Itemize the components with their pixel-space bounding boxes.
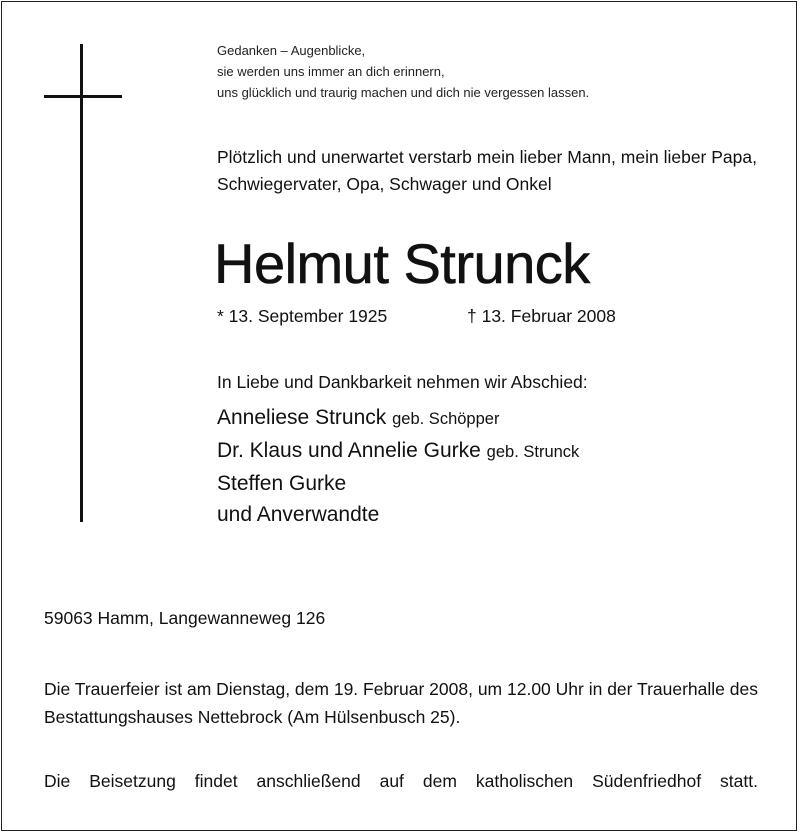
death-date: † 13. Februar 2008 [467,306,616,326]
mourner-entry [217,468,579,499]
family-address: 59063 Hamm, Langewanneweg 126 [44,608,326,628]
birth-date: * 13. September 1925 [217,306,388,326]
life-dates [217,304,616,328]
farewell-line: In Liebe und Dankbarkeit nehmen wir Abschied: [217,372,588,392]
burial-info: Die Beisetzung findet anschließend auf dem katholischen Südenfriedhof statt. [44,771,758,791]
poem-line: sie werden uns immer an dich erinnern, [217,64,445,79]
deceased-name: Helmut Strunck [214,232,590,295]
mourner-entry [217,435,579,468]
mourner-name: Anneliese Strunck [217,406,387,429]
mourners-list [217,402,579,530]
mourner-birth-name: geb. Strunck [486,443,580,461]
mourner-entry [217,402,579,435]
poem [217,40,589,103]
mourner-name: Dr. Klaus und Annelie Gurke [217,439,481,462]
mourner-name: und Anverwandte [217,503,380,526]
death-announcement-text: Plötzlich und unerwartet verstarb mein lieber Mann, mein lieber Papa, Schwiegervater, Opa, Schwager und Onkel [217,147,757,194]
cross-horizontal-bar [44,95,122,98]
poem-line: Gedanken – Augenblicke, [217,43,366,58]
mourner-birth-name: geb. Schöpper [392,410,500,428]
funeral-ceremony-info: Die Trauerfeier ist am Dienstag, dem 19. Februar 2008, um 12.00 Uhr in der Trauerhalle des Bestattungshauses Nettebrock (Am Hülsenbusch 25). [44,679,758,727]
mourner-name: Steffen Gurke [217,472,347,495]
poem-line: uns glücklich und traurig machen und dich nie vergessen lassen. [217,85,590,100]
cross-vertical-bar [80,44,83,522]
mourner-entry [217,499,579,530]
